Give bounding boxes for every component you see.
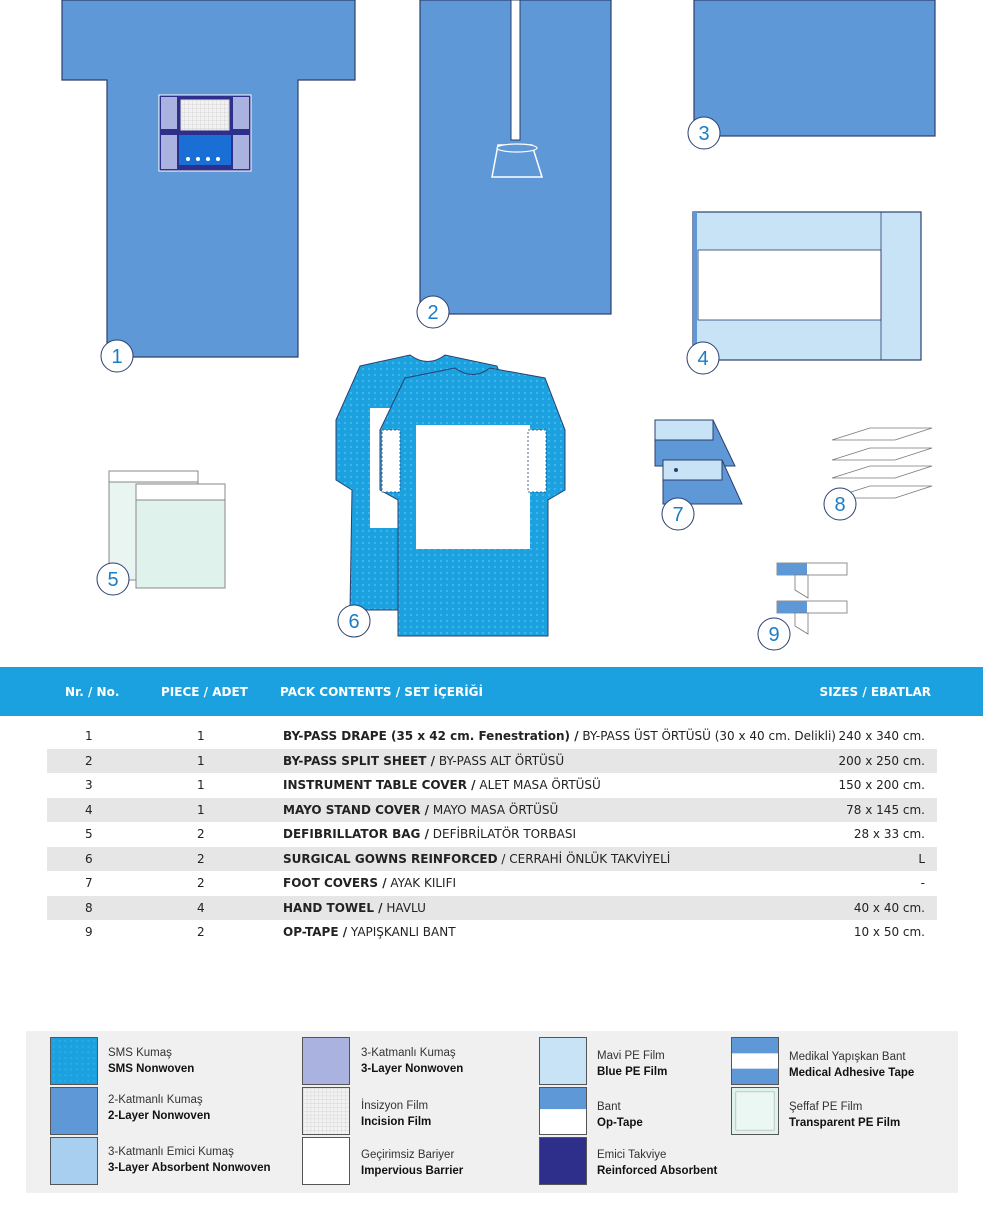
- material-legend: [26, 1031, 958, 1193]
- row-size: 40 x 40 cm.: [853, 900, 925, 915]
- row-nr: 4: [85, 802, 93, 817]
- row-name-en: BY-PASS DRAPE (35 x 42 cm. Fenestration) /: [283, 729, 579, 743]
- callout-1: 1: [111, 346, 123, 368]
- bypass-drape-illustration: [62, 0, 355, 357]
- row-piece: 4: [197, 900, 205, 915]
- row-size: L: [918, 851, 925, 866]
- table-row: [47, 773, 937, 798]
- row-nr: 6: [85, 851, 93, 866]
- row-nr: 1: [85, 729, 93, 743]
- mayo-stand-cover-illustration: [693, 212, 921, 360]
- row-piece: 1: [197, 802, 205, 817]
- sms-swatch: [50, 1037, 98, 1085]
- table-row: [47, 724, 937, 749]
- transparent-pe-film-swatch: [731, 1087, 779, 1135]
- row-piece: 1: [197, 729, 205, 743]
- row-name-en: HAND TOWEL /: [283, 900, 383, 915]
- row-name-en: INSTRUMENT TABLE COVER /: [283, 778, 476, 792]
- table-row: [47, 871, 937, 896]
- three-layer-absorbent-swatch: [50, 1137, 98, 1185]
- header-piece: PIECE / ADET: [161, 685, 248, 699]
- row-description: [283, 925, 456, 939]
- row-size: 200 x 250 cm.: [838, 753, 925, 768]
- pack-contents-table: [47, 724, 937, 945]
- legend-item-three-layer: 3-Katmanlı Kumaş 3-Layer Nonwoven: [361, 1047, 464, 1075]
- callout-2: 2: [427, 302, 439, 324]
- row-name-tr: AYAK KILIFI: [386, 876, 457, 890]
- impervious-barrier-swatch: [302, 1137, 350, 1185]
- row-name-tr: BY-PASS ALT ÖRTÜSÜ: [435, 753, 565, 768]
- row-name-en: DEFIBRILLATOR BAG /: [283, 827, 429, 841]
- table-row: [47, 847, 937, 872]
- row-name-en: BY-PASS SPLIT SHEET /: [283, 753, 436, 768]
- legend-item-transparent-pe-film: Şeffaf PE Film Transparent PE Film: [789, 1101, 901, 1129]
- row-nr: 9: [85, 925, 93, 939]
- callout-6: 6: [348, 611, 360, 633]
- row-nr: 2: [85, 753, 93, 768]
- row-size: -: [920, 876, 925, 890]
- foot-covers-illustration: [655, 420, 742, 504]
- row-size: 150 x 200 cm.: [838, 778, 925, 792]
- row-name-en: FOOT COVERS /: [283, 876, 387, 890]
- legend-item-op-tape: Bant Op-Tape: [597, 1101, 643, 1129]
- medical-adhesive-tape-swatch: [731, 1037, 779, 1085]
- legend-item-three-layer-absorbent: 3-Katmanlı Emici Kumaş 3-Layer Absorbent Nonwoven: [108, 1146, 271, 1174]
- row-size: 28 x 33 cm.: [853, 827, 925, 841]
- row-piece: 2: [197, 827, 205, 841]
- row-name-en: SURGICAL GOWNS REINFORCED: [283, 851, 498, 866]
- callout-7: 7: [672, 504, 684, 526]
- blue-pe-film-swatch: [539, 1037, 587, 1085]
- row-description: [283, 754, 564, 768]
- row-name-tr: / CERRAHİ ÖNLÜK TAKVİYELİ: [497, 851, 671, 866]
- row-nr: 3: [85, 778, 93, 792]
- row-name-tr: MAYO MASA ÖRTÜSÜ: [429, 802, 559, 817]
- row-name-tr: DEFİBRİLATÖR TORBASI: [428, 827, 577, 841]
- callout-3: 3: [698, 123, 710, 145]
- legend-item-incision-film: İnsizyon Film Incision Film: [361, 1100, 432, 1128]
- instrument-table-cover-illustration: [694, 0, 935, 136]
- legend-item-medical-adhesive-tape: Medikal Yapışkan Bant Medical Adhesive Tape: [789, 1051, 915, 1079]
- row-piece: 2: [197, 925, 205, 939]
- legend-item-blue-pe-film: Mavi PE Film Blue PE Film: [597, 1050, 668, 1078]
- legend-item-impervious-barrier: Geçirimsiz Bariyer Impervious Barrier: [361, 1149, 464, 1177]
- row-description: [283, 827, 576, 841]
- row-piece: 2: [197, 851, 205, 866]
- header-sizes: SIZES / EBATLAR: [819, 685, 931, 699]
- legend-item-two-layer: 2-Katmanlı Kumaş 2-Layer Nonwoven: [108, 1094, 211, 1122]
- surgical-gowns-illustration: [336, 355, 565, 636]
- row-description: [283, 729, 836, 743]
- row-description: [283, 778, 601, 792]
- table-row: [47, 920, 937, 945]
- row-size: 10 x 50 cm.: [853, 925, 925, 939]
- callout-9: 9: [768, 624, 780, 646]
- reinforced-absorbent-swatch: [539, 1137, 587, 1185]
- legend-item-reinforced-absorbent: Emici Takviye Reinforced Absorbent: [597, 1149, 718, 1177]
- op-tape-swatch: [539, 1087, 587, 1135]
- row-nr: 7: [85, 876, 93, 890]
- table-row: [47, 822, 937, 847]
- row-nr: 8: [85, 900, 93, 915]
- legend-item-sms: SMS Kumaş SMS Nonwoven: [108, 1047, 195, 1075]
- row-size: 240 x 340 cm.: [838, 729, 925, 743]
- row-name-tr: ALET MASA ÖRTÜSÜ: [475, 778, 601, 792]
- callout-5: 5: [107, 569, 119, 591]
- split-sheet-illustration: [420, 0, 611, 314]
- row-nr: 5: [85, 827, 93, 841]
- row-name-tr: HAVLU: [382, 900, 426, 915]
- table-row: [47, 896, 937, 921]
- incision-film-swatch: [302, 1087, 350, 1135]
- row-description: [283, 852, 670, 866]
- row-piece: 1: [197, 753, 205, 768]
- header-nr: Nr. / No.: [65, 685, 120, 699]
- table-row: [47, 749, 937, 774]
- row-name-tr: YAPIŞKANLI BANT: [347, 925, 456, 939]
- callout-4: 4: [697, 348, 709, 370]
- row-description: [283, 876, 456, 890]
- table-row: [47, 798, 937, 823]
- op-tape-illustration: [777, 563, 847, 634]
- row-size: 78 x 145 cm.: [846, 802, 925, 817]
- table-header: [0, 667, 983, 716]
- hand-towels-illustration: [832, 428, 932, 498]
- row-description: [283, 803, 558, 817]
- row-name-tr: BY-PASS ÜST ÖRTÜSÜ (30 x 40 cm. Delikli): [578, 729, 836, 743]
- row-piece: 2: [197, 876, 205, 890]
- three-layer-swatch: [302, 1037, 350, 1085]
- row-piece: 1: [197, 778, 205, 792]
- row-name-en: OP-TAPE /: [283, 925, 348, 939]
- row-description: [283, 901, 426, 915]
- row-name-en: MAYO STAND COVER /: [283, 802, 430, 817]
- two-layer-swatch: [50, 1087, 98, 1135]
- header-contents: PACK CONTENTS / SET İÇERİĞİ: [280, 685, 483, 699]
- callout-8: 8: [834, 494, 846, 516]
